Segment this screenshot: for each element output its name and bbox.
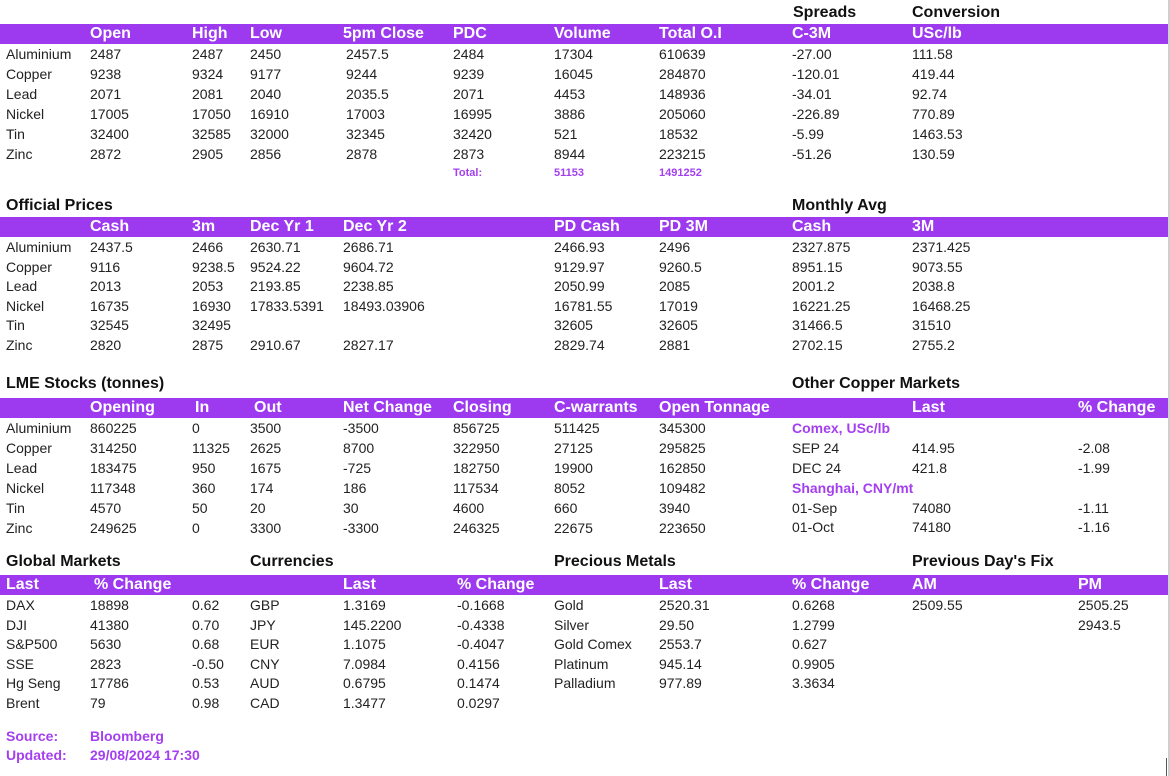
copper-pct-header: % Change <box>1078 399 1156 416</box>
stock-cell: 4570 <box>90 500 122 516</box>
stocks-col-header: Net Change <box>343 399 432 416</box>
precious-cell: 0.9905 <box>792 655 835 672</box>
prices-col-header: USc/lb <box>912 25 962 42</box>
prices-col-header: Volume <box>554 25 611 42</box>
index-cell: 0.70 <box>192 616 220 633</box>
metal-name: Copper <box>6 440 52 456</box>
comex-cell: -1.99 <box>1078 460 1110 476</box>
official-cell: 9260.5 <box>659 258 702 275</box>
stock-cell: 345300 <box>659 420 706 436</box>
price-cell: 16910 <box>250 106 289 122</box>
price-cell: 2457.5 <box>346 46 389 62</box>
index-cell: 0.68 <box>192 636 220 653</box>
stock-cell: 182750 <box>453 460 500 476</box>
index-cell: 41380 <box>90 616 129 633</box>
fix-cell: 2943.5 <box>1078 616 1121 633</box>
bottom-header-band <box>0 575 1168 595</box>
price-cell: 18532 <box>659 126 698 142</box>
price-cell: 17003 <box>346 106 385 122</box>
official-cell: 16781.55 <box>554 297 613 314</box>
currency-cell: 1.3169 <box>343 597 386 613</box>
stock-cell: -725 <box>343 460 372 476</box>
previous-day-fix-title: Previous Day's Fix <box>912 553 1054 570</box>
official-cell: 32605 <box>554 317 593 334</box>
official-cell: 16735 <box>90 297 129 314</box>
stock-cell: 8700 <box>343 440 375 456</box>
metal-name: Gold Comex <box>554 636 632 653</box>
official-cell: 2038.8 <box>912 278 955 295</box>
metal-name: Zinc <box>6 146 33 162</box>
stock-cell: 314250 <box>90 440 137 456</box>
official-cell: 2013 <box>90 278 122 295</box>
stock-cell: 22675 <box>554 520 593 536</box>
price-cell: 32585 <box>192 126 231 142</box>
metal-name: Tin <box>6 317 25 334</box>
official-cell: 2466.93 <box>554 239 605 255</box>
price-cell: 2071 <box>90 86 122 102</box>
metal-name: Palladium <box>554 675 616 692</box>
comex-cell: DEC 24 <box>792 460 842 476</box>
official-cell: 9238.5 <box>192 258 235 275</box>
updated-value: 29/08/2024 17:30 <box>90 747 200 763</box>
bottom-col-header: % Change <box>792 576 870 593</box>
stock-cell: 2625 <box>250 440 282 456</box>
price-cell: -27.00 <box>792 46 832 62</box>
currency-cell: -0.4047 <box>457 636 505 653</box>
prices-col-header: Total O.I <box>659 25 722 42</box>
source-label: Source: <box>6 728 59 744</box>
price-cell: 2450 <box>250 46 282 62</box>
official-cell: 2327.875 <box>792 239 851 255</box>
stock-cell: 3500 <box>250 420 282 436</box>
stocks-col-header: C-warrants <box>554 399 638 416</box>
spreads-title: Spreads <box>793 4 857 21</box>
other-copper-markets-title: Other Copper Markets <box>792 375 961 392</box>
currency-code: EUR <box>250 636 280 653</box>
metal-name: Lead <box>6 278 38 295</box>
official-cell: 9116 <box>90 258 121 275</box>
currency-cell: -0.4338 <box>457 616 505 633</box>
official-cell: 17833.5391 <box>250 297 324 314</box>
index-cell: 17786 <box>90 675 129 692</box>
stock-cell: 50 <box>192 500 208 516</box>
official-cell: 2686.71 <box>343 239 394 255</box>
metal-name: Aluminium <box>6 46 72 62</box>
precious-metals-title: Precious Metals <box>554 553 676 570</box>
official-col-header: 3m <box>192 218 216 235</box>
index-name: Brent <box>6 695 40 711</box>
official-cell: 17019 <box>659 297 698 314</box>
shanghai-cell: -1.16 <box>1078 519 1110 535</box>
metal-name: Zinc <box>6 337 33 353</box>
stock-cell: 660 <box>554 500 578 516</box>
stock-cell: -3300 <box>343 520 379 536</box>
price-cell: 17005 <box>90 106 129 122</box>
stocks-col-header: Open Tonnage <box>659 399 770 416</box>
index-name: SSE <box>6 655 35 672</box>
official-cell: 16221.25 <box>792 297 851 314</box>
price-cell: 148936 <box>659 86 706 102</box>
official-col-header: PD Cash <box>554 218 620 235</box>
stocks-col-header: In <box>195 399 210 416</box>
stocks-col-header: Out <box>254 399 282 416</box>
source-value: Bloomberg <box>90 728 164 744</box>
price-cell: 2878 <box>346 146 378 162</box>
price-cell: 9244 <box>346 66 378 82</box>
official-cell: 2827.17 <box>343 337 394 353</box>
stock-cell: 20 <box>250 500 266 516</box>
metal-name: Copper <box>6 66 52 82</box>
currency-code: AUD <box>250 675 280 692</box>
price-cell: -120.01 <box>792 66 840 82</box>
official-cell: 8951.15 <box>792 258 843 275</box>
total-volume: 51153 <box>554 167 584 179</box>
index-cell: 18898 <box>90 597 129 613</box>
fix-cell: 2509.55 <box>912 597 963 613</box>
precious-cell: 3.3634 <box>792 675 835 692</box>
currency-cell: 7.0984 <box>343 655 386 672</box>
official-col-header: Cash <box>90 218 130 235</box>
price-cell: 2905 <box>192 146 224 162</box>
official-cell: 2820 <box>90 337 122 353</box>
stock-cell: -3500 <box>343 420 379 436</box>
precious-cell: 2553.7 <box>659 636 702 653</box>
conversion-title: Conversion <box>912 4 1001 21</box>
stock-cell: 360 <box>192 480 216 496</box>
price-cell: -5.99 <box>792 126 824 142</box>
cursor-mark <box>1166 758 1167 776</box>
price-cell: 1463.53 <box>912 126 963 142</box>
lme-stocks-title: LME Stocks (tonnes) <box>6 375 165 392</box>
currency-code: CAD <box>250 695 280 711</box>
price-cell: 2487 <box>192 46 224 62</box>
bottom-col-header: % Change <box>457 576 535 593</box>
index-cell: 5630 <box>90 636 122 653</box>
stocks-col-header: Closing <box>453 399 512 416</box>
precious-cell: 29.50 <box>659 616 695 633</box>
currency-code: JPY <box>250 616 276 633</box>
official-col-header: Dec Yr 2 <box>343 218 407 235</box>
stock-cell: 11325 <box>192 440 230 456</box>
stock-cell: 4600 <box>453 500 485 516</box>
stock-cell: 8052 <box>554 480 586 496</box>
stock-cell: 183475 <box>90 460 137 476</box>
index-name: DAX <box>6 597 35 613</box>
price-cell: 9239 <box>453 66 485 82</box>
price-cell: -51.26 <box>792 146 832 162</box>
stock-cell: 0 <box>192 520 200 536</box>
precious-cell: 945.14 <box>659 655 702 672</box>
price-cell: 419.44 <box>912 66 955 82</box>
currency-cell: 145.2200 <box>343 616 402 633</box>
price-cell: 2872 <box>90 146 122 162</box>
fix-cell: 2505.25 <box>1078 597 1129 613</box>
index-name: DJI <box>6 616 27 633</box>
comex-cell: SEP 24 <box>792 440 840 456</box>
stock-cell: 856725 <box>453 420 500 436</box>
bottom-col-header: Last <box>659 576 692 593</box>
stocks-col-header: Opening <box>90 399 155 416</box>
metal-name: Nickel <box>6 480 45 496</box>
official-cell: 2630.71 <box>250 239 301 255</box>
metal-name: Gold <box>554 597 584 613</box>
official-cell: 9073.55 <box>912 258 963 275</box>
official-cell: 31510 <box>912 317 951 334</box>
bottom-col-header: PM <box>1078 576 1102 593</box>
stock-cell: 322950 <box>453 440 500 456</box>
official-cell: 18493.03906 <box>343 297 425 314</box>
currency-code: GBP <box>250 597 280 613</box>
shanghai-cell: 74080 <box>912 500 951 516</box>
comex-cell: 414.95 <box>912 440 955 456</box>
stock-cell: 0 <box>192 420 200 436</box>
index-name: S&P500 <box>6 636 58 653</box>
price-cell: 3886 <box>554 106 586 122</box>
price-cell: 770.89 <box>912 106 955 122</box>
index-cell: 0.98 <box>192 695 220 711</box>
stock-cell: 511425 <box>554 420 600 436</box>
precious-cell: 1.2799 <box>792 616 835 633</box>
prices-col-header: C-3M <box>792 25 832 42</box>
price-cell: 2040 <box>250 86 282 102</box>
total-label: Total: <box>453 167 483 179</box>
stock-cell: 223650 <box>659 520 706 536</box>
official-cell: 2910.67 <box>250 337 301 353</box>
currency-code: CNY <box>250 655 280 672</box>
official-cell: 2755.2 <box>912 337 955 353</box>
metal-name: Copper <box>6 258 52 275</box>
metal-name: Aluminium <box>6 420 72 436</box>
stock-cell: 295825 <box>659 440 706 456</box>
comex-cell: -2.08 <box>1078 440 1110 456</box>
official-col-header: Cash <box>792 218 832 235</box>
index-cell: 0.53 <box>192 675 220 692</box>
price-cell: 111.58 <box>912 46 953 62</box>
official-cell: 2053 <box>192 278 224 295</box>
price-cell: 2035.5 <box>346 86 389 102</box>
bottom-col-header: AM <box>912 576 937 593</box>
currency-cell: 1.3477 <box>343 695 386 711</box>
bottom-col-header: Last <box>343 576 376 593</box>
shanghai-cell: 01-Oct <box>792 519 835 535</box>
shanghai-cell: 01-Sep <box>792 500 838 516</box>
price-cell: 9238 <box>90 66 122 82</box>
price-cell: 2873 <box>453 146 485 162</box>
price-cell: 32400 <box>90 126 129 142</box>
index-cell: 0.62 <box>192 597 220 613</box>
prices-col-header: Open <box>90 25 131 42</box>
official-cell: 2875 <box>192 337 224 353</box>
price-cell: 2081 <box>192 86 224 102</box>
stock-cell: 117534 <box>453 480 499 496</box>
currency-cell: 0.6795 <box>343 675 386 692</box>
currency-cell: 0.0297 <box>457 695 500 711</box>
price-cell: 92.74 <box>912 86 948 102</box>
price-cell: 16995 <box>453 106 492 122</box>
metal-name: Nickel <box>6 106 45 122</box>
index-cell: -0.50 <box>192 655 224 672</box>
currency-cell: 0.1474 <box>457 675 500 692</box>
comex-cell: 421.8 <box>912 460 948 476</box>
shanghai-cell: 74180 <box>912 519 951 535</box>
price-cell: 32420 <box>453 126 492 142</box>
official-cell: 16930 <box>192 297 231 314</box>
price-cell: 284870 <box>659 66 706 82</box>
index-cell: 2823 <box>90 655 122 672</box>
currency-cell: 1.1075 <box>343 636 386 653</box>
price-cell: 32345 <box>346 126 385 142</box>
official-cell: 9604.72 <box>343 258 394 275</box>
official-cell: 32545 <box>90 317 129 334</box>
copper-last-header: Last <box>912 399 945 416</box>
currency-cell: 0.4156 <box>457 655 500 672</box>
price-cell: 223215 <box>659 146 706 162</box>
prices-col-header: High <box>192 25 228 42</box>
monthly-avg-title: Monthly Avg <box>792 197 887 214</box>
metal-name: Lead <box>6 460 38 476</box>
metal-name: Tin <box>6 126 25 142</box>
price-cell: 2484 <box>453 46 485 62</box>
index-name: Hg Seng <box>6 675 61 692</box>
currencies-title: Currencies <box>250 553 334 570</box>
price-cell: 9177 <box>250 66 282 82</box>
metal-name: Aluminium <box>6 239 72 255</box>
official-cell: 16468.25 <box>912 297 971 314</box>
stock-cell: 117348 <box>90 480 136 496</box>
prices-col-header: 5pm Close <box>343 25 424 42</box>
stock-cell: 162850 <box>659 460 706 476</box>
official-cell: 31466.5 <box>792 317 843 334</box>
stock-cell: 27125 <box>554 440 593 456</box>
stock-cell: 30 <box>343 500 359 516</box>
official-col-header: PD 3M <box>659 218 708 235</box>
official-cell: 2829.74 <box>554 337 605 353</box>
shanghai-cell: -1.11 <box>1078 500 1109 516</box>
price-cell: 2856 <box>250 146 282 162</box>
price-cell: 130.59 <box>912 146 955 162</box>
price-cell: 32000 <box>250 126 289 142</box>
metal-name: Silver <box>554 616 590 633</box>
stock-cell: 249625 <box>90 520 137 536</box>
official-cell: 2466 <box>192 239 224 255</box>
official-cell: 2371.425 <box>912 239 971 255</box>
metal-name: Nickel <box>6 297 45 314</box>
prices-col-header: Low <box>250 25 282 42</box>
metal-name: Tin <box>6 500 25 516</box>
price-cell: -226.89 <box>792 106 840 122</box>
official-col-header: Dec Yr 1 <box>250 218 314 235</box>
stock-cell: 860225 <box>90 420 137 436</box>
official-cell: 9524.22 <box>250 258 301 275</box>
metal-name: Platinum <box>554 655 609 672</box>
stock-cell: 950 <box>192 460 216 476</box>
official-cell: 2496 <box>659 239 691 255</box>
precious-cell: 2520.31 <box>659 597 710 613</box>
bottom-col-header: Last <box>6 576 39 593</box>
metal-name: Zinc <box>6 520 33 536</box>
bottom-col-header: % Change <box>94 576 172 593</box>
stock-cell: 246325 <box>453 520 500 536</box>
price-cell: 2071 <box>453 86 485 102</box>
official-cell: 2881 <box>659 337 691 353</box>
stock-cell: 186 <box>343 480 367 496</box>
stock-cell: 174 <box>250 480 274 496</box>
official-cell: 2085 <box>659 278 691 295</box>
price-cell: 2487 <box>90 46 122 62</box>
official-cell: 32605 <box>659 317 698 334</box>
official-cell: 2050.99 <box>554 278 605 295</box>
precious-cell: 0.6268 <box>792 597 835 613</box>
official-cell: 2702.15 <box>792 337 843 353</box>
official-col-header: 3M <box>912 218 935 235</box>
stock-cell: 3940 <box>659 500 691 516</box>
price-cell: 17050 <box>192 106 231 122</box>
price-cell: 16045 <box>554 66 593 82</box>
shanghai-label: Shanghai, CNY/mt <box>792 480 914 496</box>
price-cell: 521 <box>554 126 578 142</box>
official-cell: 2001.2 <box>792 278 835 295</box>
updated-label: Updated: <box>6 747 67 763</box>
stock-cell: 19900 <box>554 460 593 476</box>
global-markets-title: Global Markets <box>6 553 121 570</box>
price-cell: 8944 <box>554 146 586 162</box>
stock-cell: 109482 <box>659 480 706 496</box>
official-cell: 2238.85 <box>343 278 394 295</box>
price-cell: 9324 <box>192 66 224 82</box>
price-cell: 17304 <box>554 46 593 62</box>
metal-name: Lead <box>6 86 38 102</box>
price-cell: 205060 <box>659 106 706 122</box>
index-cell: 79 <box>90 695 106 711</box>
official-cell: 9129.97 <box>554 258 605 275</box>
comex-label: Comex, USc/lb <box>792 420 891 436</box>
prices-col-header: PDC <box>453 25 487 42</box>
total-open-interest: 1491252 <box>659 167 702 179</box>
price-cell: 610639 <box>659 46 706 62</box>
price-cell: 4453 <box>554 86 586 102</box>
official-cell: 2437.5 <box>90 239 133 255</box>
official-prices-title: Official Prices <box>6 197 113 214</box>
stock-cell: 1675 <box>250 460 282 476</box>
stock-cell: 3300 <box>250 520 282 536</box>
precious-cell: 0.627 <box>792 636 828 653</box>
price-cell: -34.01 <box>792 86 832 102</box>
currency-cell: -0.1668 <box>457 597 505 613</box>
precious-cell: 977.89 <box>659 675 702 692</box>
official-cell: 2193.85 <box>250 278 301 295</box>
official-cell: 32495 <box>192 317 231 334</box>
